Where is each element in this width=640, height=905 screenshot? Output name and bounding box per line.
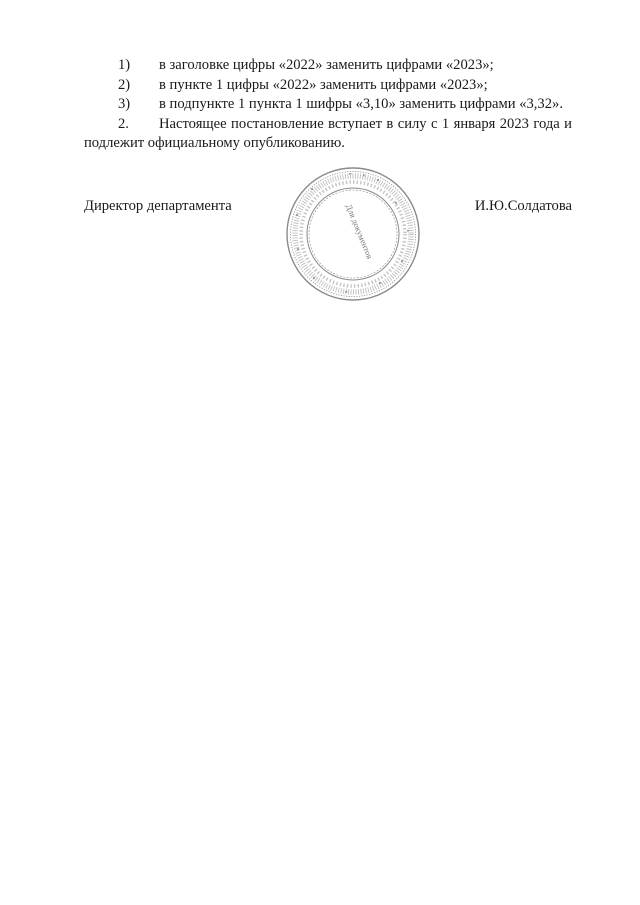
official-seal-stamp	[283, 164, 423, 304]
item-text: в заголовке цифры «2022» заменить цифрами «2023»;	[159, 57, 494, 73]
item-text: Настоящее постановление вступает в силу с 1 января 2023 года и подлежит официальному опубликованию.	[84, 115, 572, 151]
item-text: в подпункте 1 пункта 1 шифры «3,10» заменить цифрами «3,32».	[159, 96, 563, 112]
item-number: 2)	[118, 76, 131, 93]
seal-center-text: Для документов	[343, 202, 376, 261]
item-text: в пункте 1 цифры «2022» заменить цифрами «2023»;	[159, 76, 488, 93]
list-item	[84, 76, 572, 96]
document-body	[84, 56, 572, 154]
item-number: 1)	[118, 57, 131, 73]
signatory-name: И.Ю.Солдатова	[474, 198, 572, 214]
list-item	[84, 95, 572, 115]
signatory-position: Директор департамента	[84, 198, 232, 214]
item-number: 3)	[118, 96, 131, 112]
list-item	[84, 115, 572, 154]
item-number: 2.	[118, 115, 129, 132]
list-item	[84, 56, 572, 76]
